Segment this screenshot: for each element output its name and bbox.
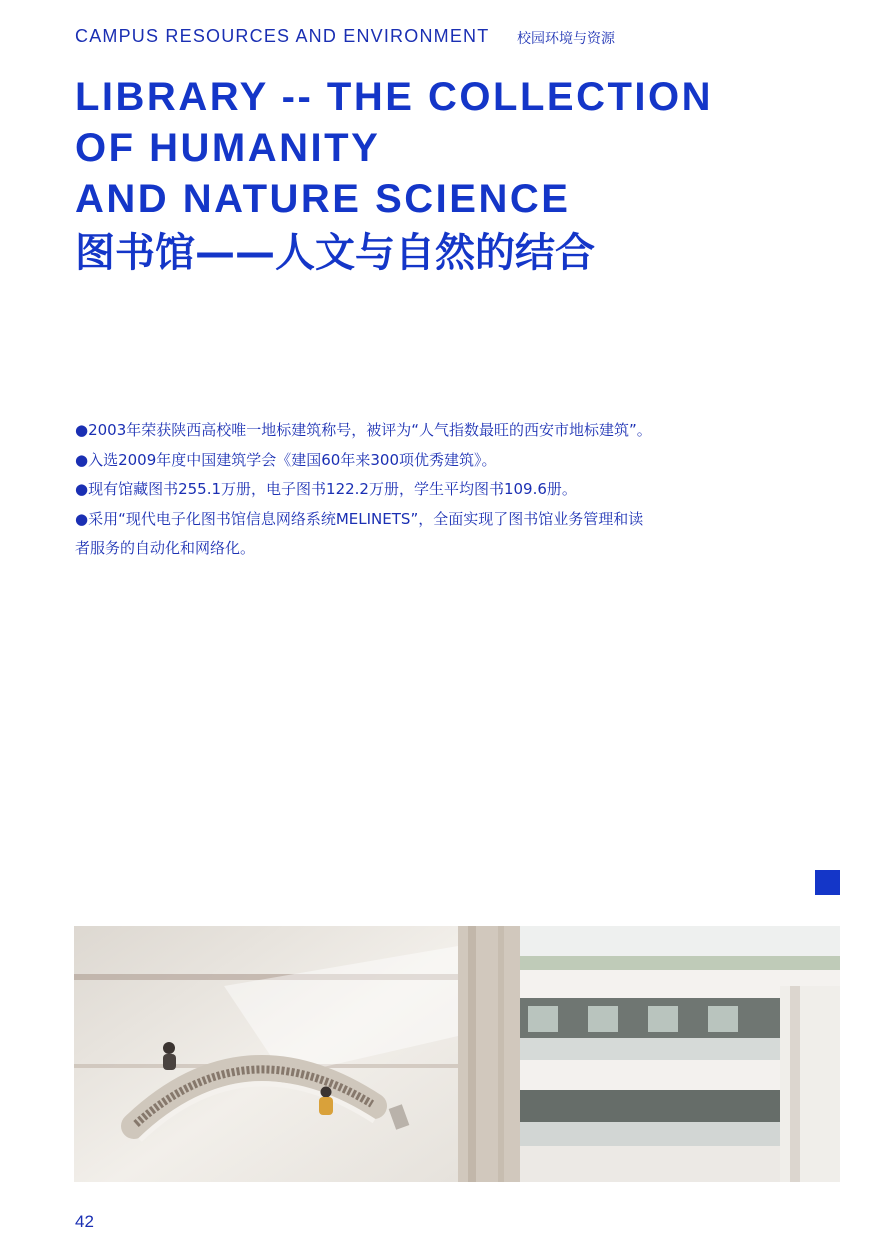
title-line-3: AND NATURE SCIENCE xyxy=(75,177,571,221)
body-text xyxy=(75,416,655,564)
page-number: 42 xyxy=(75,1212,94,1231)
page-title-en xyxy=(75,72,835,225)
page-title-zh: 图书馆——人文与自然的结合 xyxy=(75,230,595,276)
section-title-zh: 校园环境与资源 xyxy=(517,31,615,47)
library-lobby-photo xyxy=(74,926,458,1182)
library-atrium-photo xyxy=(458,926,840,1182)
body-paragraph: ●采用“现代电子化图书馆信息网络系统MELINETS”，全面实现了图书馆业务管理和读者服务的自动化和网络化。 xyxy=(75,509,644,557)
title-line-1: LIBRARY -- THE COLLECTION xyxy=(75,75,714,119)
body-paragraph: ●入选2009年度中国建筑学会《建国60年来300项优秀建筑》。 xyxy=(75,450,497,469)
accent-square xyxy=(815,870,840,895)
title-line-2: OF HUMANITY xyxy=(75,126,381,170)
section-title-en: CAMPUS RESOURCES AND ENVIRONMENT xyxy=(75,26,490,46)
body-paragraph: ●现有馆藏图书255.1万册，电子图书122.2万册，学生平均图书109.6册。 xyxy=(75,480,577,498)
body-paragraph: ●2003年荣获陕西高校唯一地标建筑称号，被评为“人气指数最旺的西安市地标建筑”。 xyxy=(75,421,652,439)
